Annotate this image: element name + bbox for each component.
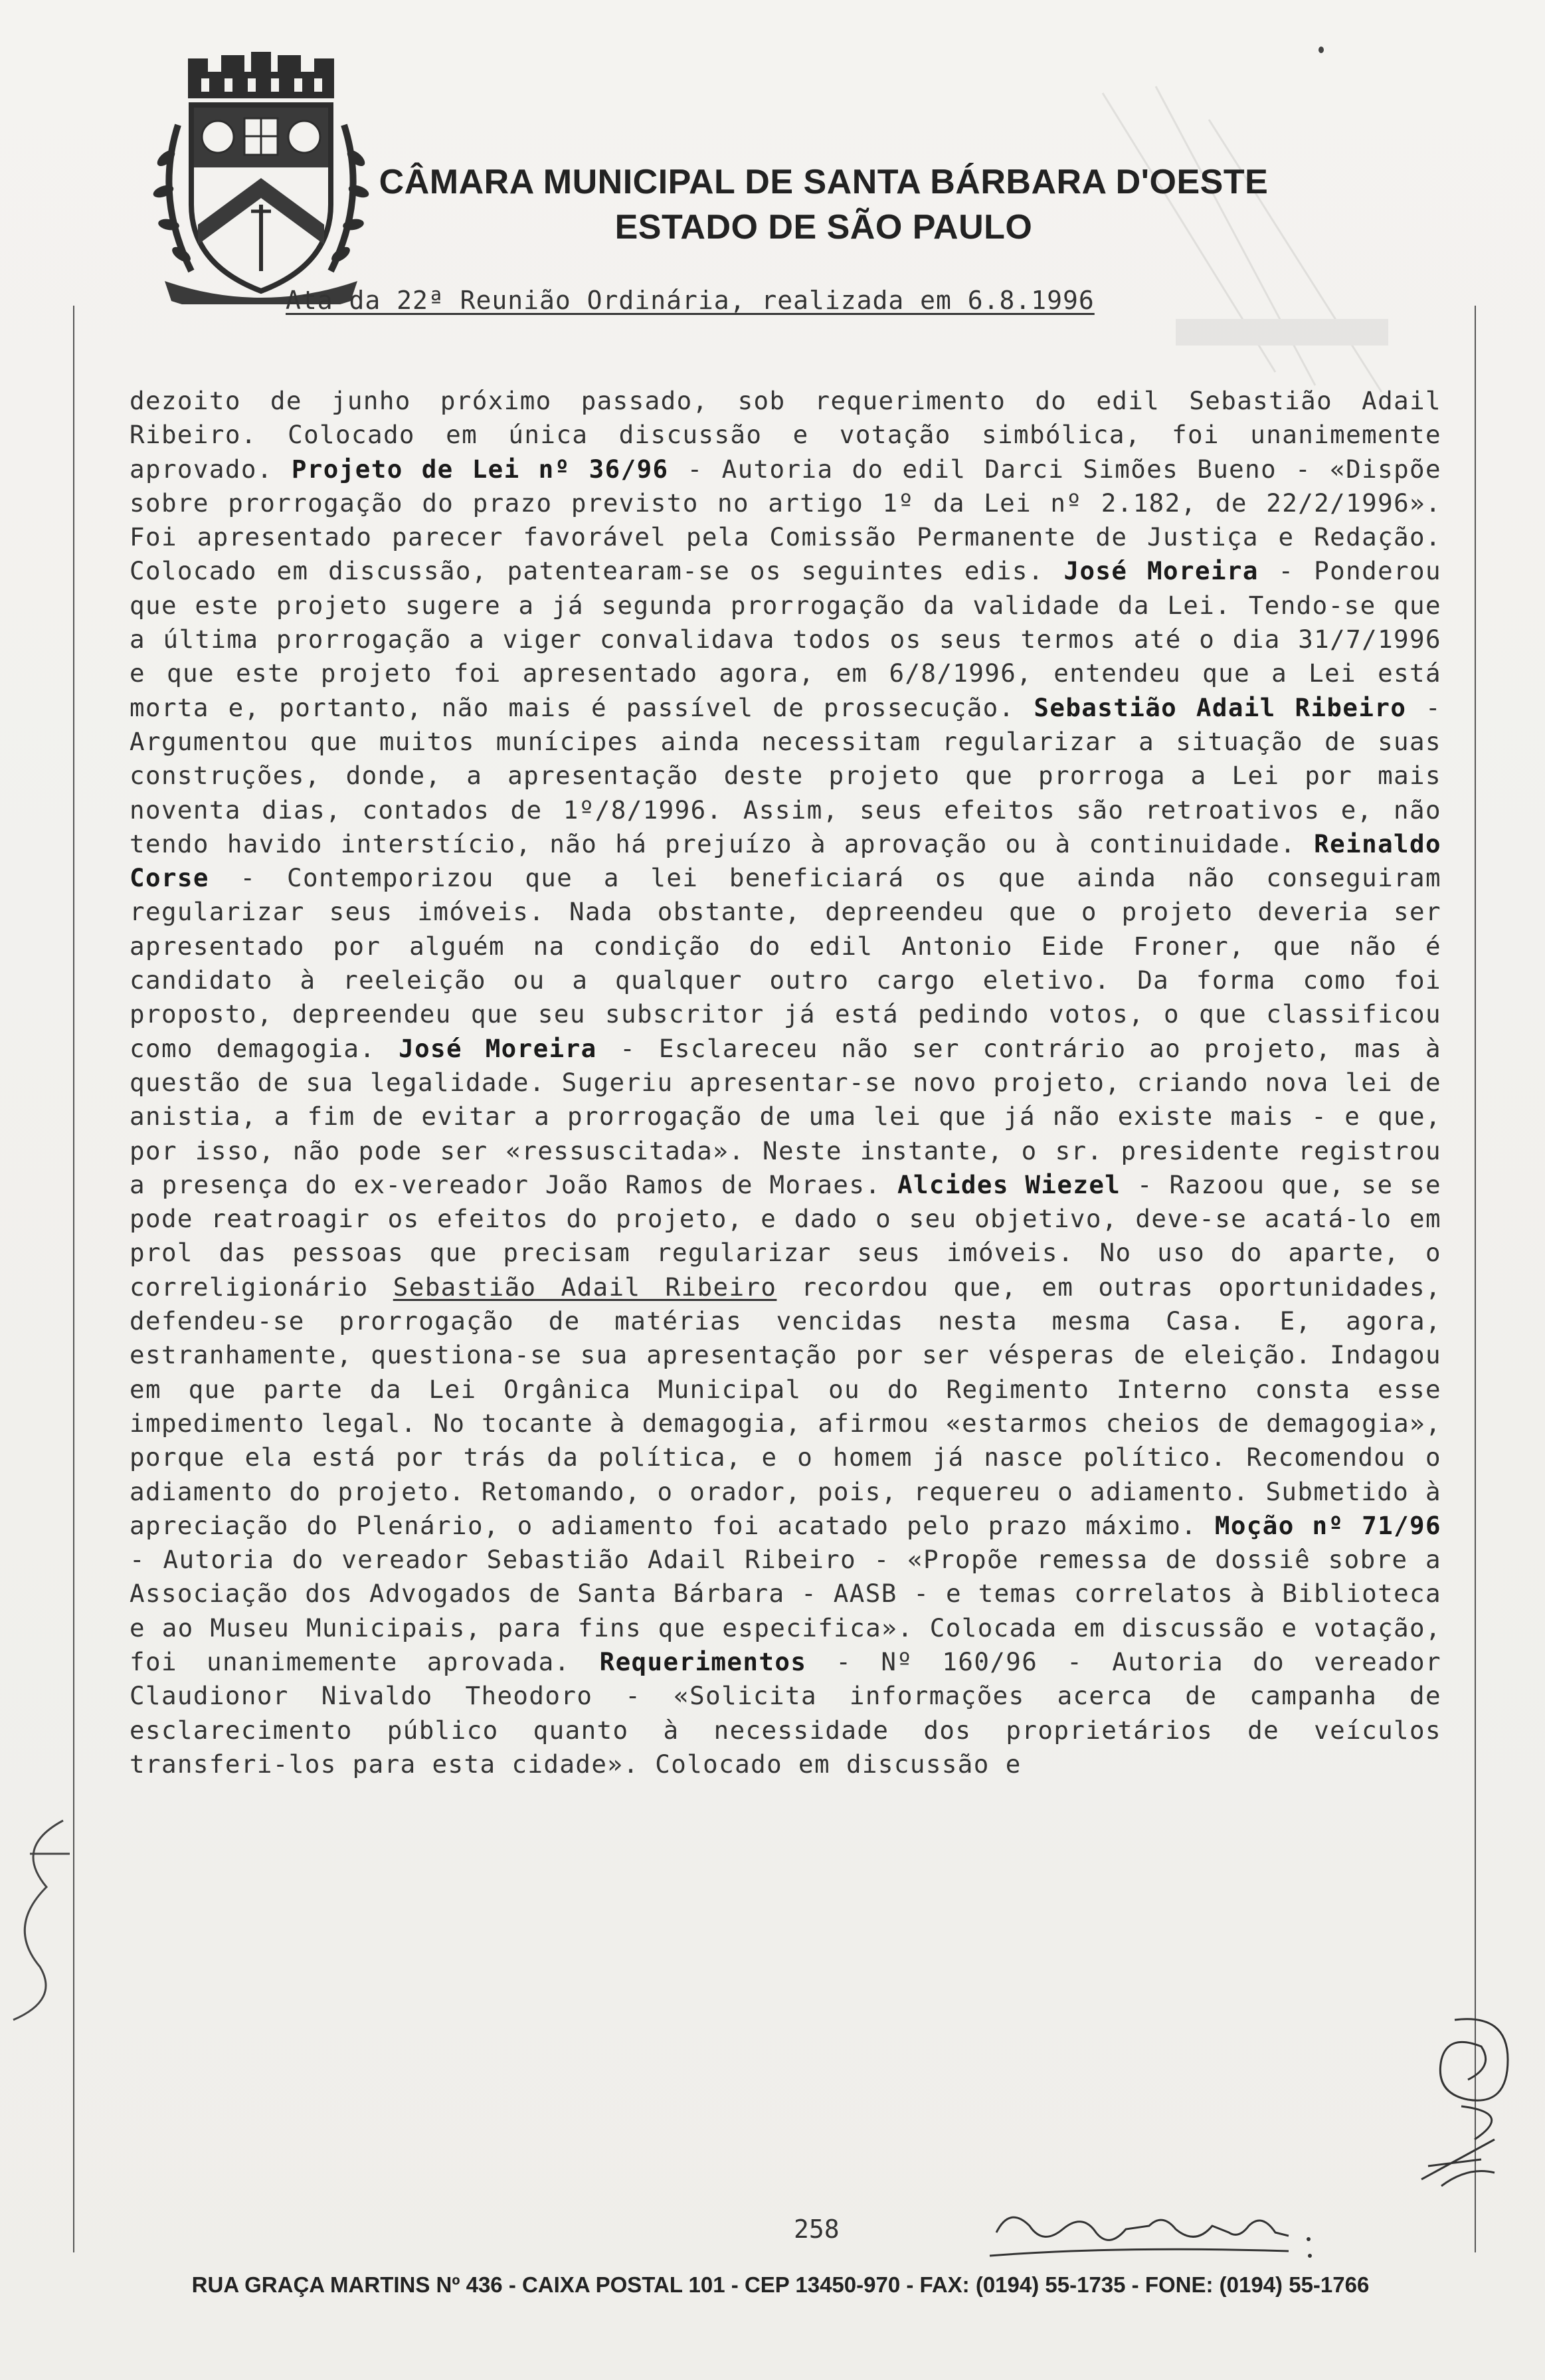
body-text-segment: - Esclareceu não ser contrário ao projeto, mas à questão de sua legalidade. Sugeriu apresentar-se novo projeto, criando nova lei de anistia, a fim de evitar a prorrogação de uma lei que já não existe mais - e que, por isso, não pode ser «ressuscitada». Neste instante, o sr. presidente registrou a presença do ex-vereador João Ramos de Moraes. — [130, 1033, 1441, 1199]
body-text-segment: - Ponderou que este projeto sugere a já segunda prorrogação da validade da Lei. Tendo-se que a última prorrogação a viger convalidava todos os seus termos até o dia 31/7/1996 e que este projeto foi apresentado agora, em 6/8/1996, entendeu que a Lei está morta e, portanto, não mais é passível de prossecução. — [130, 556, 1441, 722]
speaker-name: José Moreira — [1063, 556, 1259, 586]
agenda-item-heading: Moção nº 71/96 — [1214, 1510, 1441, 1540]
underlined-name: Sebastião Adail Ribeiro — [393, 1272, 777, 1302]
state-name: ESTADO DE SÃO PAULO — [614, 208, 1033, 247]
minutes-title: Ata da 22ª Reunião Ordinária, realizada em 6.8.1996 — [286, 286, 1095, 315]
body-text-segment: recordou que, em outras oportunidades, defendeu-se prorrogação de matérias vencidas nesta mesma Casa. E, agora, estranhamente, questiona-se sua apresentação por ser vésperas de eleição. Indagou em que parte da Lei Orgânica Municipal ou do Regimento Interno consta esse impedimento legal. No tocante à demagogia, afirmou «estarmos cheios de demagogia», porque ela está por trás da política, e o homem já nasce político. Recomendou o adiamento do projeto. Retomando, o orador, pois, requereu o adiamento. Submetido à apreciação do Plenário, o adiamento foi acatado pelo prazo máximo. — [130, 1272, 1441, 1540]
page-number: 258 — [794, 2215, 840, 2244]
right-margin-rule — [1475, 306, 1476, 2252]
handwritten-initials — [1415, 2007, 1521, 2206]
address-footer: RUA GRAÇA MARTINS Nº 436 - CAIXA POSTAL 101 - CEP 13450-970 - FAX: (0194) 55-1735 - FONE: (0194) 55-1766 — [191, 2272, 1370, 2297]
handwritten-signature — [983, 2193, 1328, 2272]
body-text-segment: - Argumentou que muitos munícipes ainda necessitam regularizar a situação de suas construções, donde, a apresentação deste projeto que prorroga a Lei por mais noventa dias, contados de 1º/8/1996. Assim, seus efeitos são retroativos e, não tendo havido interstício, não há prejuízo à aprovação ou à continuidade. — [130, 692, 1442, 858]
body-text-segment: - Contemporizou que a lei beneficiará os que ainda não conseguiram regularizar seus imóveis. Nada obstante, depreendeu que o projeto deveria ser apresentado por alguém na condição do edil Antonio Eide Froner, que não é candidato à reeleição ou a qualquer outro cargo eletivo. Da forma como foi proposto, depreendeu que seu subscritor já está pedindo votos, o que classificou como demagogia. — [130, 863, 1441, 1063]
institution-name: CÂMARA MUNICIPAL DE SANTA BÁRBARA D'OESTE — [379, 163, 1269, 201]
municipal-coat-of-arms-icon — [151, 52, 371, 304]
left-margin-rule — [73, 306, 74, 2252]
speaker-name: Alcides Wiezel — [897, 1169, 1121, 1199]
header-title — [359, 159, 1289, 250]
agenda-item-heading: Requerimentos — [599, 1646, 807, 1676]
speaker-name: José Moreira — [399, 1033, 597, 1063]
body-text-segment: - Autoria do edil Darci Simões Bueno - «Dispõe sobre prorrogação do prazo previsto no artigo 1º da Lei nº 2.182, de 22/2/1996». Foi apresentado parecer favorável pela Comissão Permanente de Justiça e Redação. Colocado em discussão, patentearam-se os seguintes edis. — [130, 454, 1441, 586]
speaker-name: Reinaldo Corse — [130, 829, 1441, 893]
body-text-segment: - Razoou que, se se pode reatroagir os efeitos do projeto, e dado o seu objetivo, deve-se acatá-lo em prol das pessoas que precisam regularizar seus imóveis. No uso do aparte, o correligionário — [130, 1169, 1441, 1302]
margin-pen-mark — [0, 1807, 73, 2027]
body-text-segment: - Autoria do vereador Sebastião Adail Ribeiro - «Propõe remessa de dossiê sobre a Associação dos Advogados de Santa Bárbara - AASB - e temas correlatos à Biblioteca e ao Museu Municipais, para fins que especifica». Colocada em discussão e votação, foi unanimemente aprovada. — [130, 1545, 1441, 1676]
ink-dot — [1318, 47, 1324, 53]
body-text-segment: dezoito de junho próximo passado, sob requerimento do edil Sebastião Adail Ribeiro. Colocado em única discussão e votação simbólica, foi unanimemente aprovado. — [130, 386, 1441, 484]
minutes-body — [130, 384, 1441, 1781]
body-text-segment: - Nº 160/96 - Autoria do vereador Claudionor Nivaldo Theodoro - «Solicita informações acerca de campanha de esclarecimento público quanto à necessidade dos proprietários de veículos transferi-los para esta cidade». Colocado em discussão e — [130, 1646, 1441, 1779]
agenda-item-heading: Projeto de Lei nº 36/96 — [291, 454, 669, 484]
speaker-name: Sebastião Adail Ribeiro — [1034, 692, 1407, 722]
